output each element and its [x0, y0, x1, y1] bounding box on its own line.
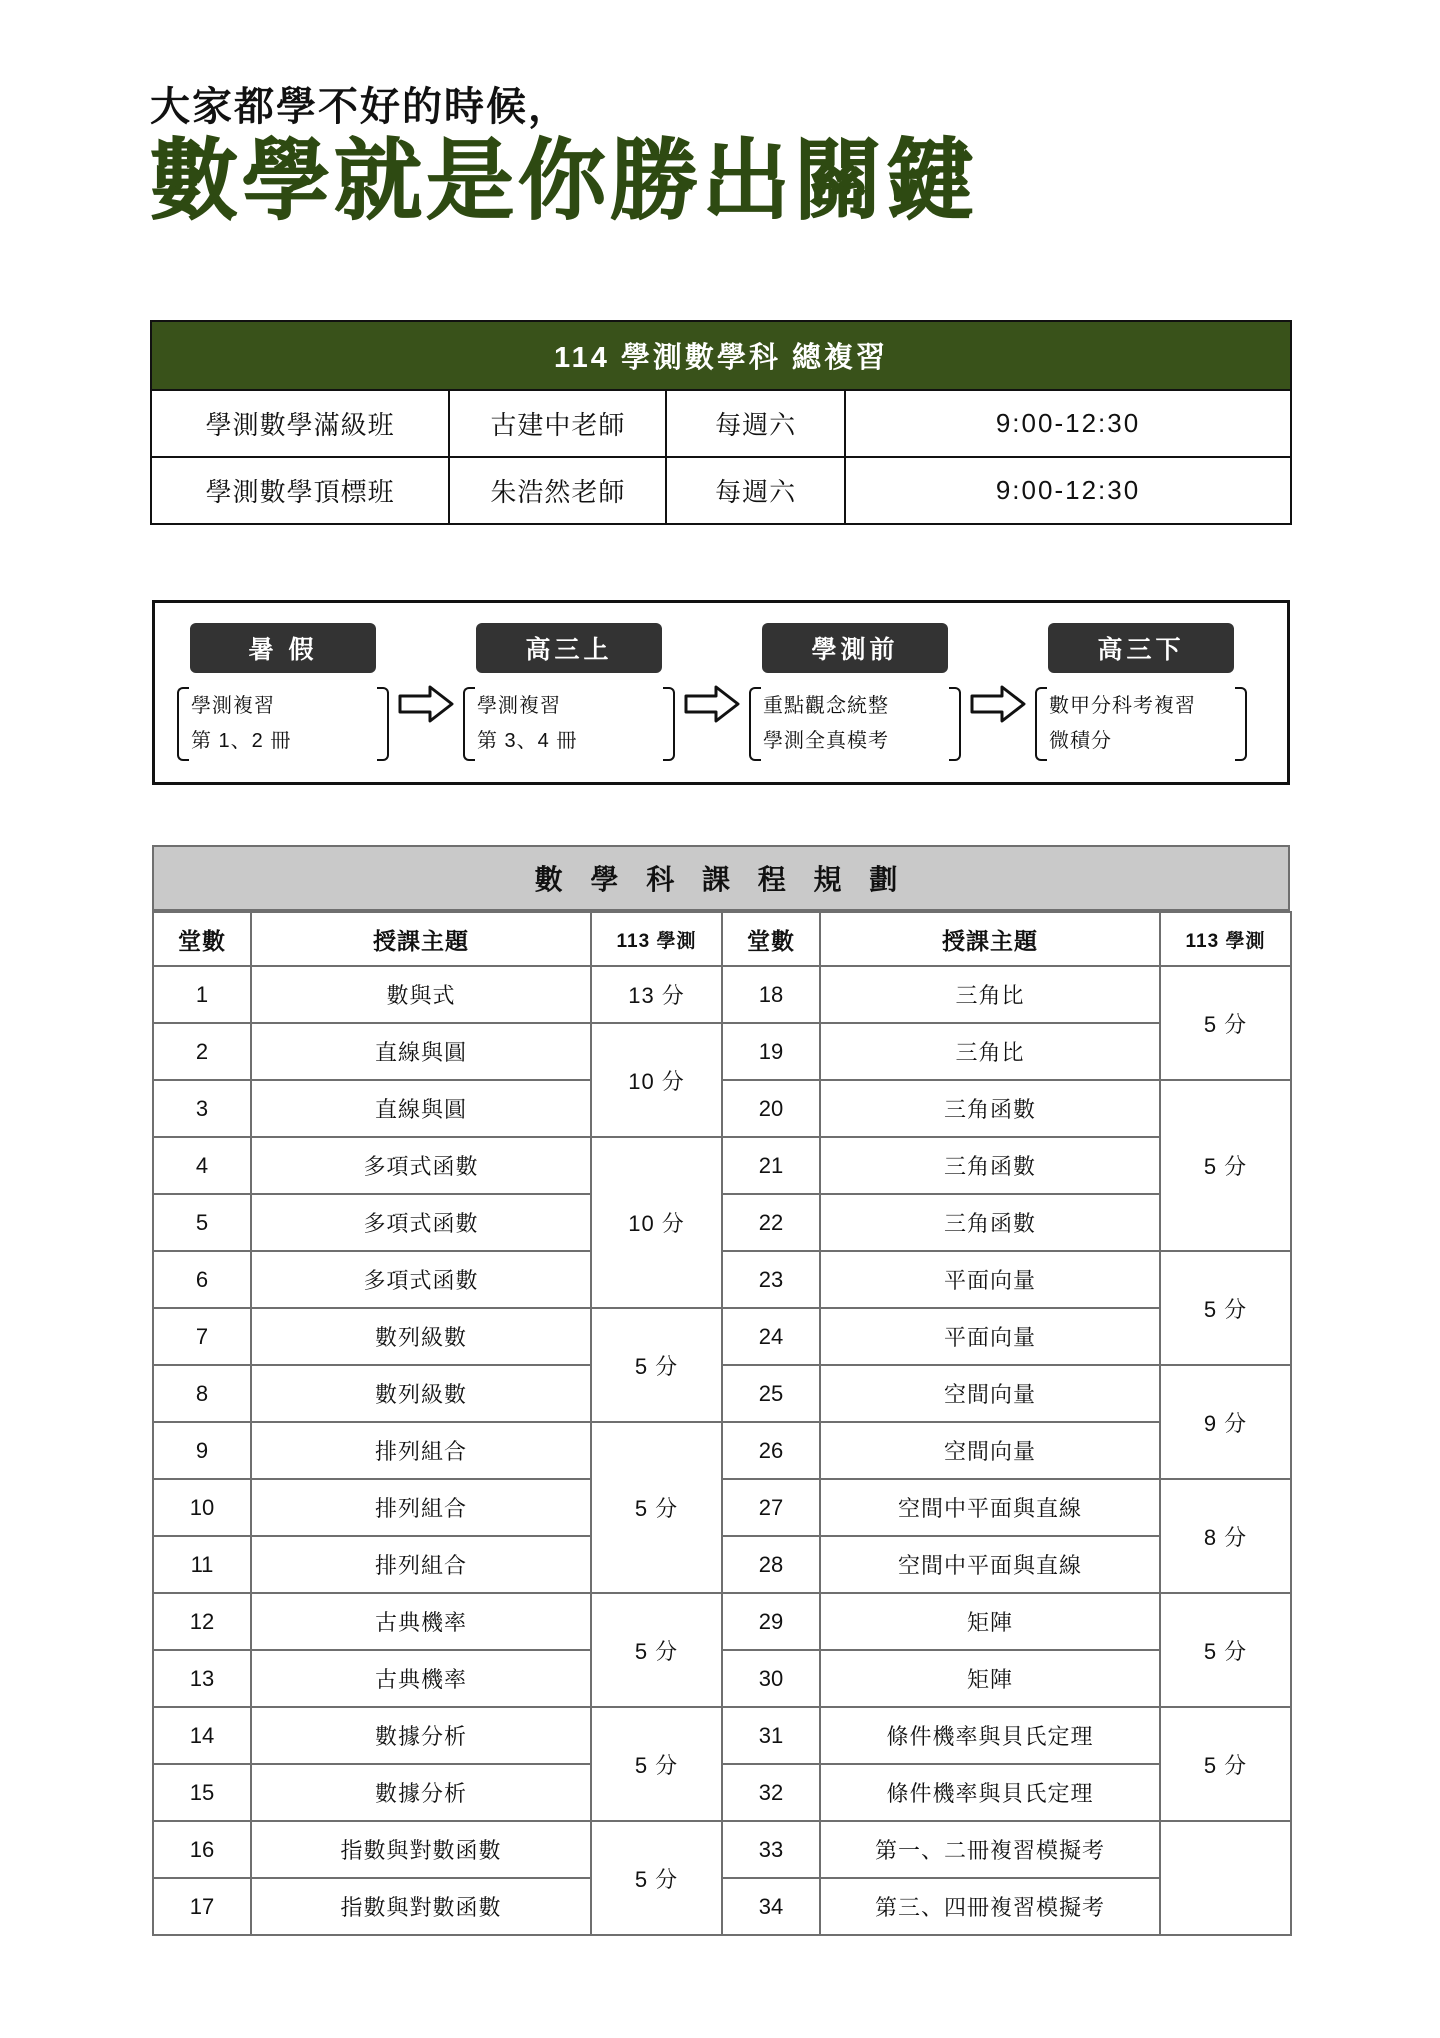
- lesson-number: 2: [153, 1023, 251, 1080]
- lesson-topic: 數與式: [251, 966, 591, 1023]
- plan-row: [153, 1821, 1291, 1878]
- timeline-stage: [463, 623, 675, 763]
- plan-row: [153, 1080, 1291, 1137]
- lesson-number: 10: [153, 1479, 251, 1536]
- timeline-stage: [177, 623, 389, 763]
- course-name: 學測數學滿級班: [151, 390, 449, 457]
- exam-score: 5 分: [1160, 1707, 1291, 1821]
- plan-row: [153, 1308, 1291, 1365]
- lesson-topic: 第一、二冊複習模擬考: [820, 1821, 1160, 1878]
- plan-title: 數 學 科 課 程 規 劃: [152, 845, 1290, 911]
- exam-score: 8 分: [1160, 1479, 1291, 1593]
- stage-body: [755, 685, 955, 763]
- lesson-topic: 平面向量: [820, 1251, 1160, 1308]
- lesson-topic: 排列組合: [251, 1536, 591, 1593]
- lesson-topic: 空間中平面與直線: [820, 1536, 1160, 1593]
- lesson-topic: 古典機率: [251, 1593, 591, 1650]
- lesson-number: 33: [722, 1821, 820, 1878]
- lesson-number: 6: [153, 1251, 251, 1308]
- timeline-stage: [749, 623, 961, 763]
- lesson-topic: 空間向量: [820, 1422, 1160, 1479]
- lesson-number: 21: [722, 1137, 820, 1194]
- lesson-topic: 數據分析: [251, 1707, 591, 1764]
- lesson-topic: 指數與對數函數: [251, 1878, 591, 1935]
- exam-score: 5 分: [591, 1821, 722, 1935]
- lesson-topic: 數列級數: [251, 1365, 591, 1422]
- stage-line: 重點觀念統整: [763, 694, 889, 717]
- plan-row: [153, 1137, 1291, 1194]
- headline-title: 數學就是你勝出關鍵: [150, 129, 979, 232]
- lesson-topic: 排列組合: [251, 1422, 591, 1479]
- stage-line: 學測全真模考: [763, 729, 889, 752]
- exam-score: [1160, 1821, 1291, 1935]
- stage-line: 數甲分科考複習: [1049, 694, 1196, 717]
- lesson-number: 5: [153, 1194, 251, 1251]
- exam-score: 5 分: [591, 1308, 722, 1422]
- exam-score: 10 分: [591, 1137, 722, 1308]
- lesson-number: 18: [722, 966, 820, 1023]
- plan-row: [153, 1536, 1291, 1593]
- stage-label: 學測前: [762, 623, 948, 673]
- plan-header-cell: 堂數: [722, 912, 820, 966]
- lesson-topic: 矩陣: [820, 1650, 1160, 1707]
- exam-score: 13 分: [591, 966, 722, 1023]
- lesson-topic: 第三、四冊複習模擬考: [820, 1878, 1160, 1935]
- lesson-number: 23: [722, 1251, 820, 1308]
- plan-row: [153, 1479, 1291, 1536]
- exam-score: 5 分: [591, 1593, 722, 1707]
- course-table-title: 114 學測數學科 總複習: [151, 321, 1291, 390]
- lesson-number: 25: [722, 1365, 820, 1422]
- lesson-topic: 古典機率: [251, 1650, 591, 1707]
- lesson-topic: 數據分析: [251, 1764, 591, 1821]
- plan-row: [153, 1194, 1291, 1251]
- lesson-topic: 條件機率與貝氏定理: [820, 1764, 1160, 1821]
- exam-score: 5 分: [1160, 1251, 1291, 1365]
- stage-line: 微積分: [1049, 729, 1112, 752]
- stage-body: [1041, 685, 1241, 763]
- plan-row: [153, 1023, 1291, 1080]
- right-arrow-icon: [961, 685, 1035, 723]
- course-time: 9:00-12:30: [845, 390, 1291, 457]
- stage-line: 學測複習: [191, 694, 275, 717]
- course-teacher: 古建中老師: [449, 390, 666, 457]
- course-summary-table: [150, 320, 1292, 525]
- lesson-number: 19: [722, 1023, 820, 1080]
- course-day: 每週六: [666, 457, 845, 524]
- lesson-number: 29: [722, 1593, 820, 1650]
- lesson-topic: 直線與圓: [251, 1023, 591, 1080]
- curriculum-plan: [152, 845, 1290, 1936]
- lesson-topic: 三角比: [820, 966, 1160, 1023]
- exam-score: 5 分: [1160, 966, 1291, 1080]
- lesson-number: 20: [722, 1080, 820, 1137]
- plan-row: [153, 1422, 1291, 1479]
- lesson-topic: 平面向量: [820, 1308, 1160, 1365]
- headline-block: [150, 85, 1300, 232]
- lesson-number: 22: [722, 1194, 820, 1251]
- course-teacher: 朱浩然老師: [449, 457, 666, 524]
- lesson-topic: 空間中平面與直線: [820, 1479, 1160, 1536]
- lesson-number: 13: [153, 1650, 251, 1707]
- lesson-number: 8: [153, 1365, 251, 1422]
- right-arrow-icon: [389, 685, 463, 723]
- plan-row: [153, 1593, 1291, 1650]
- stage-line: 學測複習: [477, 694, 561, 717]
- stage-body: [469, 685, 669, 763]
- lesson-number: 32: [722, 1764, 820, 1821]
- exam-score: 5 分: [1160, 1593, 1291, 1707]
- plan-header-cell: 113 學測: [1160, 912, 1291, 966]
- lesson-number: 31: [722, 1707, 820, 1764]
- lesson-number: 17: [153, 1878, 251, 1935]
- lesson-topic: 直線與圓: [251, 1080, 591, 1137]
- lesson-number: 27: [722, 1479, 820, 1536]
- study-timeline: [152, 600, 1290, 785]
- lesson-topic: 多項式函數: [251, 1137, 591, 1194]
- stage-line: 第 3、4 冊: [477, 729, 578, 752]
- plan-row: [153, 1764, 1291, 1821]
- plan-header-cell: 113 學測: [591, 912, 722, 966]
- plan-row: [153, 966, 1291, 1023]
- exam-score: 5 分: [591, 1707, 722, 1821]
- lesson-topic: 三角函數: [820, 1080, 1160, 1137]
- lesson-topic: 多項式函數: [251, 1194, 591, 1251]
- lesson-topic: 空間向量: [820, 1365, 1160, 1422]
- plan-row: [153, 1251, 1291, 1308]
- lesson-number: 34: [722, 1878, 820, 1935]
- lesson-topic: 三角函數: [820, 1137, 1160, 1194]
- plan-header-cell: 堂數: [153, 912, 251, 966]
- course-day: 每週六: [666, 390, 845, 457]
- lesson-topic: 矩陣: [820, 1593, 1160, 1650]
- lesson-number: 15: [153, 1764, 251, 1821]
- stage-label: 高三上: [476, 623, 662, 673]
- exam-score: 5 分: [591, 1422, 722, 1593]
- stage-body: [183, 685, 383, 763]
- lesson-number: 30: [722, 1650, 820, 1707]
- lesson-number: 24: [722, 1308, 820, 1365]
- exam-score: 9 分: [1160, 1365, 1291, 1479]
- plan-row: [153, 1878, 1291, 1935]
- lesson-number: 28: [722, 1536, 820, 1593]
- lesson-number: 7: [153, 1308, 251, 1365]
- lesson-topic: 數列級數: [251, 1308, 591, 1365]
- lesson-number: 11: [153, 1536, 251, 1593]
- course-row: [151, 457, 1291, 524]
- plan-header-cell: 授課主題: [251, 912, 591, 966]
- course-name: 學測數學頂標班: [151, 457, 449, 524]
- lesson-topic: 三角函數: [820, 1194, 1160, 1251]
- lesson-topic: 條件機率與貝氏定理: [820, 1707, 1160, 1764]
- stage-line: 第 1、2 冊: [191, 729, 292, 752]
- plan-header-row: [153, 912, 1291, 966]
- lesson-number: 16: [153, 1821, 251, 1878]
- lesson-number: 1: [153, 966, 251, 1023]
- headline-subtitle: 大家都學不好的時候，: [150, 85, 570, 129]
- lesson-topic: 三角比: [820, 1023, 1160, 1080]
- course-row: [151, 390, 1291, 457]
- lesson-number: 4: [153, 1137, 251, 1194]
- lesson-topic: 指數與對數函數: [251, 1821, 591, 1878]
- lesson-number: 14: [153, 1707, 251, 1764]
- plan-table: [152, 911, 1292, 1936]
- lesson-number: 12: [153, 1593, 251, 1650]
- timeline-stage: [1035, 623, 1247, 763]
- lesson-topic: 多項式函數: [251, 1251, 591, 1308]
- stage-label: 高三下: [1048, 623, 1234, 673]
- lesson-topic: 排列組合: [251, 1479, 591, 1536]
- course-time: 9:00-12:30: [845, 457, 1291, 524]
- plan-row: [153, 1365, 1291, 1422]
- plan-row: [153, 1707, 1291, 1764]
- lesson-number: 9: [153, 1422, 251, 1479]
- stage-label: 暑 假: [190, 623, 376, 673]
- plan-row: [153, 1650, 1291, 1707]
- right-arrow-icon: [675, 685, 749, 723]
- lesson-number: 26: [722, 1422, 820, 1479]
- exam-score: 10 分: [591, 1023, 722, 1137]
- lesson-number: 3: [153, 1080, 251, 1137]
- plan-header-cell: 授課主題: [820, 912, 1160, 966]
- exam-score: 5 分: [1160, 1080, 1291, 1251]
